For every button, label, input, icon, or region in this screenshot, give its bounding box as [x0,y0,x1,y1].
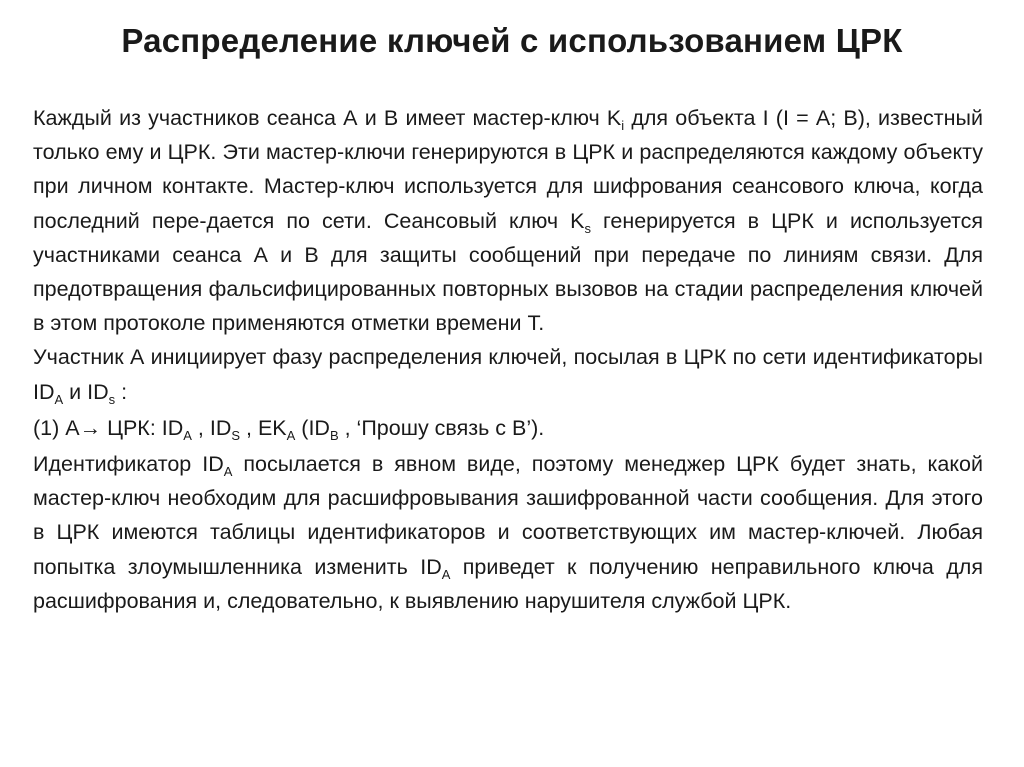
text-run: , ID [191,415,232,440]
paragraph-initiation [33,340,983,408]
paragraph-master-keys [33,101,983,340]
subscript: A [286,427,296,443]
subscript: s [108,391,116,407]
text-run: Идентификатор ID [33,452,224,477]
text-run: генерируется в ЦРК и используется участниками сеанса А и В для защиты сообщений при передаче по линиям связи. Для предотвращения фальсифицированных повторных вызовов на стадии распределения ключей в этом протоколе применяются отметки времени T. [33,208,983,336]
text-run: (1) А→ ЦРК: ID [33,415,184,440]
text-run: Участник А инициирует фазу распределения ключей, посылая в ЦРК по сети идентификаторы ID [33,345,983,404]
text-run: для объекта I (I = А; В), известный только ему и ЦРК. Эти мастер-ключи генерируются в ЦРК и распределяются каждому объекту при личном контакте. Мастер-ключ используется для шифрования сеансового ключа, когда последний пере-дается по сети. Сеансовый ключ K [33,106,983,233]
text-run: : [115,379,128,404]
text-run: , EK [240,415,287,440]
text-run: (ID [295,415,330,440]
subscript: A [54,391,64,407]
text-run: , ‘Прошу связь с В’). [338,415,545,440]
subscript: B [329,427,339,443]
paragraph-identifier [33,447,983,618]
text-run: и ID [63,379,109,404]
subscript: s [584,220,591,236]
subscript: A [223,464,233,480]
subscript: A [183,427,192,443]
text-run: Каждый из участников сеанса А и В имеет мастер-ключ K [33,106,622,130]
protocol-step-1 [33,411,983,445]
subscript: A [441,566,451,582]
subscript: S [231,427,241,443]
slide-body [33,101,983,618]
subscript: i [621,118,625,133]
text-run: приведет к получению неправильного ключа для расшифрования и, следовательно, к выявлению нарушителя службой ЦРК. [33,554,983,613]
page-title: Распределение ключей с использованием ЦРК [121,22,903,59]
text-run: посылается в явном виде, поэтому менеджер ЦРК будет знать, какой мастер-ключ необходим для расшифровывания зашифрованной части сообщения. Для этого в ЦРК имеются таблицы идентификаторов и соответствующих им мастер-ключей. Любая попытка злоумышленника изменить ID [33,452,983,579]
